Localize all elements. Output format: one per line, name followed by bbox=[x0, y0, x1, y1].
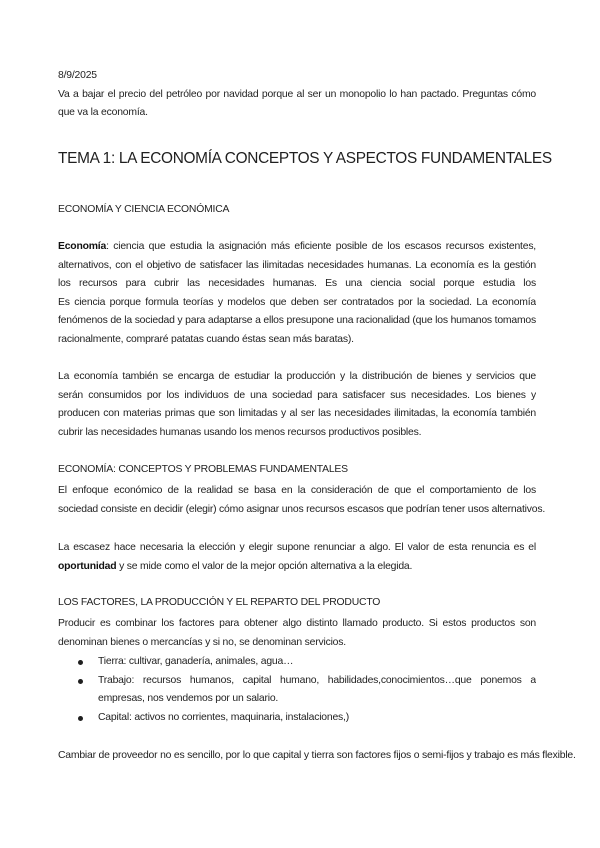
date-line: 8/9/2025 bbox=[58, 70, 97, 81]
s2-line-2: sociedad consiste en decidir (elegir) cómo asignar unos recursos escasos que podrían tener usos alternativos. bbox=[58, 503, 546, 515]
section1-paragraph2 bbox=[58, 368, 536, 442]
section1-paragraph1 bbox=[58, 238, 536, 349]
s1-line-5: fenómenos de la sociedad y para adaptarse a ellos presupone una racionalidad (que los humanos tomamos bbox=[58, 315, 536, 326]
term-economia: Economía bbox=[58, 241, 107, 252]
s1p2-line-4: cubrir las necesidades humanas usando los menos recursos productivos posibles. bbox=[58, 426, 422, 438]
section3-heading: LOS FACTORES, LA PRODUCCIÓN Y EL REPARTO DEL PRODUCTO bbox=[58, 597, 381, 608]
term-oportunidad: oportunidad bbox=[58, 560, 117, 572]
section1-heading: ECONOMÍA Y CIENCIA ECONÓMICA bbox=[58, 204, 230, 215]
closing-paragraph bbox=[58, 747, 576, 766]
s1-line-6: racionalmente, compraré patatas cuando éstas sean más baratas). bbox=[58, 333, 354, 345]
s1-line-1: Economía: ciencia que estudia la asignación más eficiente posible de los escasos recursos existentes, bbox=[58, 241, 536, 252]
intro-line-1: Va a bajar el precio del petróleo por navidad porque al ser un monopolio lo han pactado. Preguntas cómo bbox=[58, 88, 536, 100]
s2-line-1: El enfoque económico de la realidad se basa en la consideración de que el comportamiento de los bbox=[58, 485, 536, 496]
bullet-icon bbox=[78, 679, 83, 684]
s1p2-line-3: producen con materias primas que son limitadas y al ser las necesidades ilimitadas, la economía también bbox=[58, 408, 536, 419]
list-item: Tierra: cultivar, ganadería, animales, agua… bbox=[58, 653, 536, 672]
list-item: Capital: activos no corrientes, maquinaria, instalaciones,) bbox=[58, 709, 536, 728]
s1p2-line-1: La economía también se encarga de estudiar la producción y la distribución de bienes y servicios que bbox=[58, 371, 536, 382]
s1-line-3: los recursos para cubrir las necesidades humanas. Es una ciencia social porque estudia los bbox=[58, 278, 536, 289]
section2-paragraph1 bbox=[58, 482, 546, 519]
s3-line-2: denominan bienes o mercancías y si no, se denominan servicios. bbox=[58, 636, 346, 648]
s1p2-line-2: serán consumidos por los individuos de una sociedad para satisfacer sus necesidades. Los bienes y bbox=[58, 389, 536, 401]
s3-line-1: Producir es combinar los factores para obtener algo distinto llamado producto. Si estos productos son bbox=[58, 618, 536, 629]
bullet-icon bbox=[78, 716, 83, 721]
factors-list bbox=[58, 653, 536, 727]
section2-heading: ECONOMÍA: CONCEPTOS Y PROBLEMAS FUNDAMENTALES bbox=[58, 464, 348, 475]
intro-line-2: que va la economía. bbox=[58, 107, 148, 118]
page-title: TEMA 1: LA ECONOMÍA CONCEPTOS Y ASPECTOS FUNDAMENTALES bbox=[58, 150, 552, 167]
section2-paragraph2 bbox=[58, 539, 536, 576]
s1-line-2: alternativos, con el objetivo de satisfacer las ilimitadas necesidades humanas. La economía es la gestión bbox=[58, 259, 536, 271]
s2p2-line-2: oportunidad y se mide como el valor de la mejor opción alternativa a la elegida. bbox=[58, 560, 413, 572]
s2p2-line-1: La escasez hace necesaria la elección y elegir supone renunciar a algo. El valor de esta renuncia es el bbox=[58, 542, 536, 553]
bullet-icon bbox=[78, 660, 83, 665]
list-item: Trabajo: recursos humanos, capital humano, habilidades,conocimientos…que ponemos a empresas, nos vendemos por un salario. bbox=[58, 672, 536, 709]
intro-block bbox=[58, 67, 536, 123]
s1-line-4: Es ciencia porque formula teorías y modelos que deben ser contratados por la sociedad. La economía bbox=[58, 296, 536, 308]
closing-line: Cambiar de proveedor no es sencillo, por lo que capital y tierra son factores fijos o semi-fijos y trabajo es más flexible. bbox=[58, 750, 576, 761]
section3-paragraph1 bbox=[58, 615, 536, 652]
